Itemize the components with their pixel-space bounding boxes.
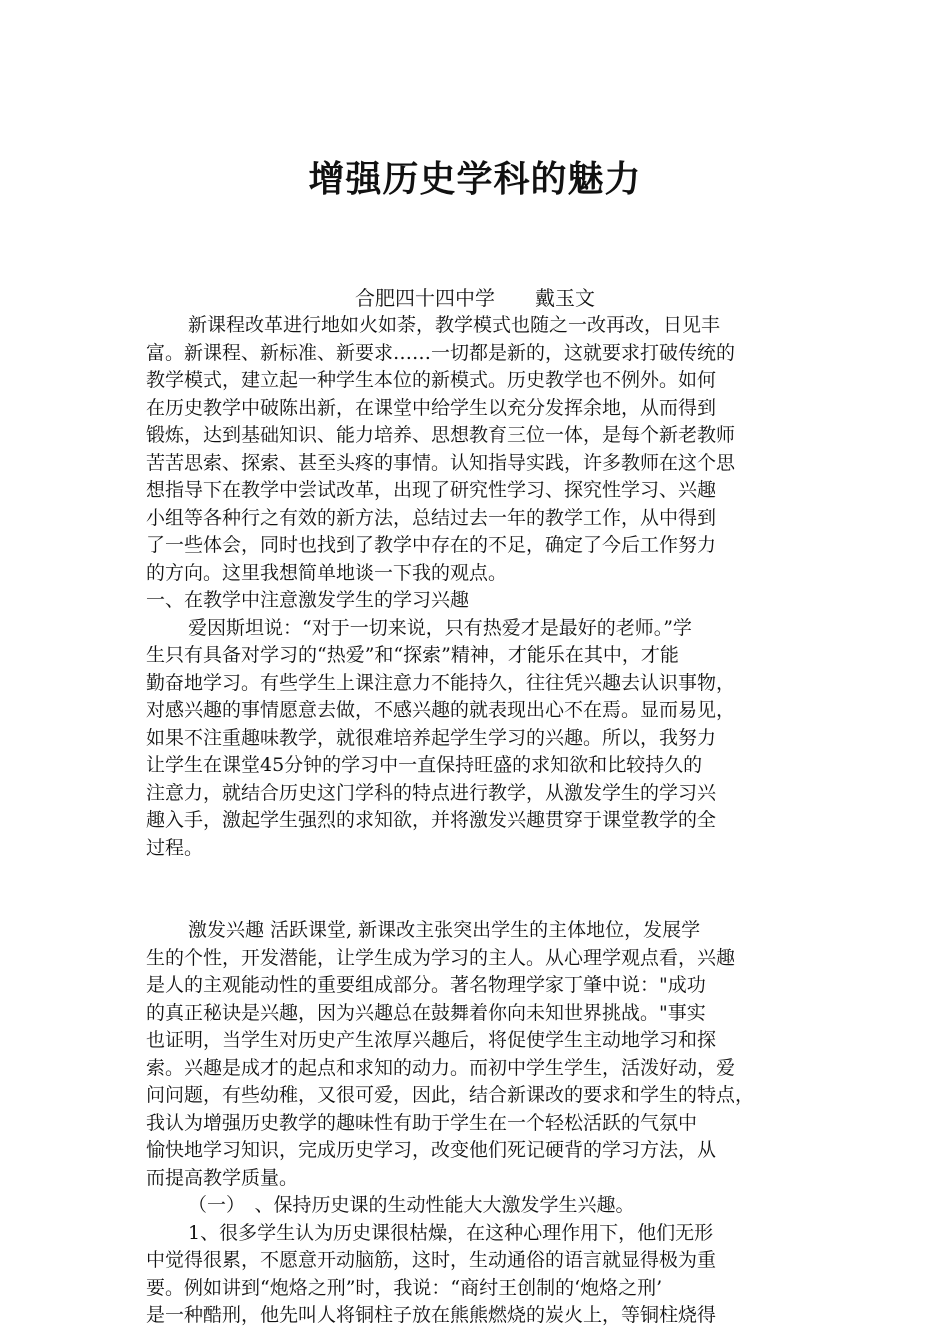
text-line: 索。兴趣是成才的起点和求知的动力。而初中学生学生，活泼好动，爱 <box>146 1056 736 1079</box>
text-line: 1、很多学生认为历史课很枯燥，在这种心理作用下，他们无形 <box>188 1221 714 1244</box>
text-line: 在历史教学中破陈出新，在课堂中给学生以充分发挥余地，从而得到 <box>146 396 717 419</box>
paragraph-intro <box>146 312 816 587</box>
text-line: 中觉得很累，不愿意开动脑筋，这时，生动通俗的语言就显得极为重 <box>146 1249 717 1271</box>
text-line: 如果不注重趣味教学，就很难培养起学生学习的兴趣。所以，我努力 <box>146 726 717 749</box>
text-line: 的方向。这里我想简单地谈一下我的观点。 <box>146 561 508 584</box>
text-line: 而提高教学质量。 <box>146 1166 299 1189</box>
text-line: 生只有具备对学习的“热爱”和“探索”精神，才能乐在其中，才能 <box>146 644 679 666</box>
text-line: 也证明，当学生对历史产生浓厚兴趣后，将促使学生主动地学习和探 <box>146 1029 717 1051</box>
text-line: 问问题，有些幼稚，又很可爱，因此，结合新课改的要求和学生的特点， <box>146 1084 755 1106</box>
text-line: 趣入手，激起学生强烈的求知欲，并将激发兴趣贯穿于课堂教学的全 <box>146 809 717 831</box>
text-line: 我认为增强历史教学的趣味性有助于学生在一个轻松活跃的气氛中 <box>146 1111 698 1134</box>
text-line: 小组等各种行之有效的新方法，总结过去一年的教学工作，从中得到 <box>146 506 717 529</box>
text-line: 的真正秘诀是兴趣，因为兴趣总在鼓舞着你向未知世界挑战。"事实 <box>146 1001 706 1024</box>
text-line: 要。例如讲到“炮烙之刑”时，我说：“商纣王创制的‘炮烙之刑’ <box>146 1276 663 1299</box>
paragraph-interest <box>146 917 816 1192</box>
paragraph-einstein <box>146 615 816 863</box>
author-line: 合肥四十四中学 戴玉文 <box>355 286 595 310</box>
document-body <box>146 312 816 1330</box>
text-line: 教学模式，建立起一种学生本位的新模式。历史教学也不例外。如何 <box>146 369 717 391</box>
paragraph-example <box>146 1220 816 1330</box>
text-line: 是人的主观能动性的重要组成部分。著名物理学家丁肇中说："成功 <box>146 974 706 996</box>
subsection-heading-1: （一） 、保持历史课的生动性能大大激发学生兴趣。 <box>188 1194 635 1216</box>
text-line: 勤奋地学习。有些学生上课注意力不能持久，往往凭兴趣去认识事物， <box>146 671 736 694</box>
text-line: 是一种酷刑，他先叫人将铜柱子放在熊熊燃烧的炭火上，等铜柱烧得 <box>146 1304 717 1326</box>
text-line: 激发兴趣 活跃课堂, 新课改主张突出学生的主体地位，发展学 <box>188 919 701 941</box>
text-line: 对感兴趣的事情愿意去做，不感兴趣的就表现出心不在焉。显而易见， <box>146 699 736 721</box>
text-line: 爱因斯坦说：“对于一切来说，只有热爱才是最好的老师。”学 <box>188 616 692 639</box>
blank-line <box>146 862 816 890</box>
blank-line <box>146 890 816 918</box>
text-line: 过程。 <box>146 836 204 859</box>
text-line: 生的个性，开发潜能，让学生成为学习的主人。从心理学观点看，兴趣 <box>146 946 736 969</box>
text-line: 让学生在课堂45分钟的学习中一直保持旺盛的求知欲和比较持久的 <box>146 754 703 776</box>
section-heading-1: 一、在教学中注意激发学生的学习兴趣 <box>146 589 470 611</box>
text-line: 愉快地学习知识，完成历史学习，改变他们死记硬背的学习方法，从 <box>146 1139 717 1161</box>
text-line: 新课程改革进行地如火如荼，教学模式也随之一改再改，日见丰 <box>188 314 721 336</box>
text-line: 了一些体会，同时也找到了教学中存在的不足，确定了今后工作努力 <box>146 534 717 556</box>
text-line: 注意力，就结合历史这门学科的特点进行教学，从激发学生的学习兴 <box>146 781 717 804</box>
document-title: 增强历史学科的魅力 <box>308 159 642 200</box>
text-line: 锻炼，达到基础知识、能力培养、思想教育三位一体，是每个新老教师 <box>146 424 736 446</box>
text-line: 富。新课程、新标准、新要求……一切都是新的，这就要求打破传统的 <box>146 341 736 364</box>
text-line: 想指导下在教学中尝试改革，出现了研究性学习、探究性学习、兴趣 <box>146 479 717 501</box>
text-line: 苦苦思索、探索、甚至头疼的事情。认知指导实践，许多教师在这个思 <box>146 451 736 474</box>
